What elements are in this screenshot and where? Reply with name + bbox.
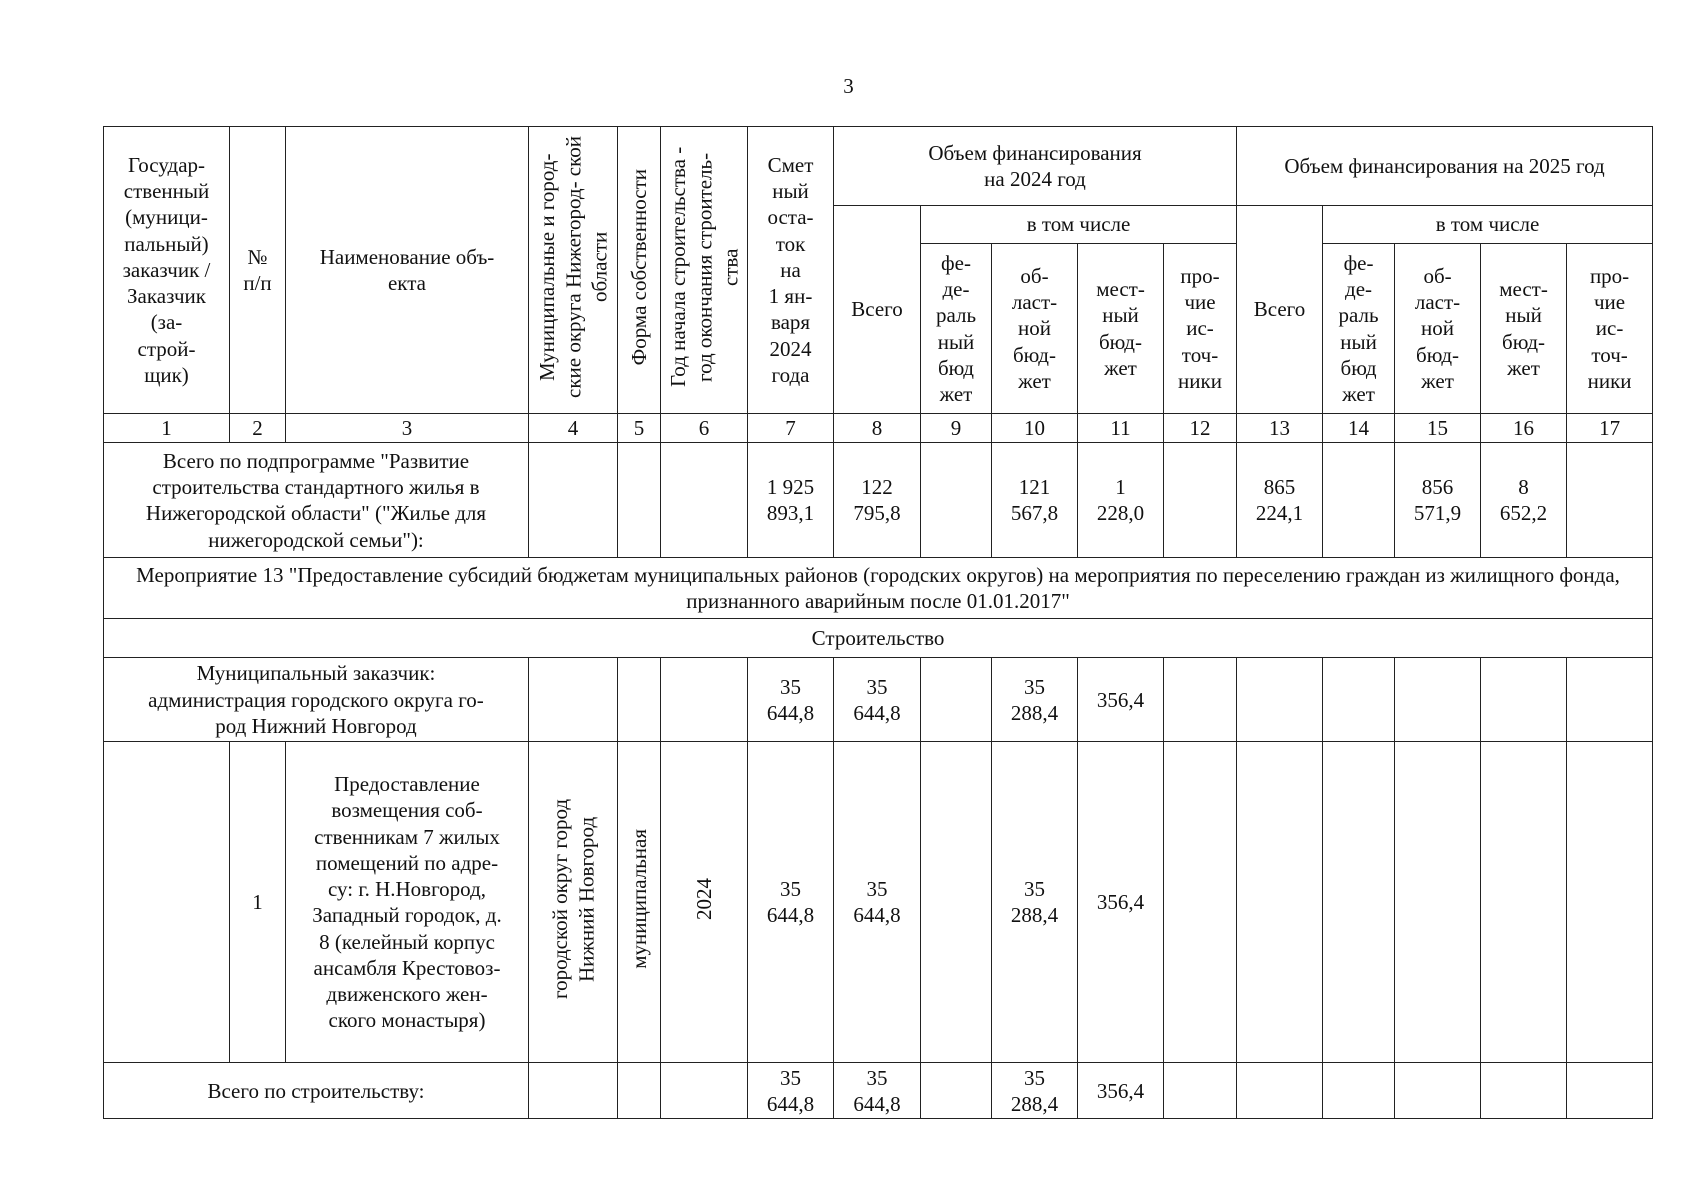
customer-total-2024: 35 644,8	[834, 658, 921, 742]
empty-cell	[529, 1063, 618, 1119]
empty-cell	[1395, 658, 1481, 742]
empty-cell	[1164, 443, 1237, 558]
empty-cell	[921, 443, 992, 558]
header-ownership-text: Форма собственности	[626, 168, 651, 366]
subprogram-total-2024: 122 795,8	[834, 443, 921, 558]
column-number: 14	[1323, 414, 1395, 443]
subprogram-local-2024: 1 228,0	[1078, 443, 1164, 558]
customer-regional-2024: 35 288,4	[992, 658, 1078, 742]
item-estimated-balance: 35 644,8	[748, 742, 834, 1063]
column-number: 16	[1481, 414, 1567, 443]
column-number: 15	[1395, 414, 1481, 443]
header-other-2024: про- чие ис- точ- ники	[1164, 244, 1237, 414]
empty-cell	[529, 443, 618, 558]
item-year-text: 2024	[691, 878, 716, 921]
item-district	[529, 742, 618, 1063]
subprogram-total-row	[104, 443, 1653, 558]
empty-cell	[1164, 1063, 1237, 1119]
header-including-2024: в том числе	[921, 206, 1237, 244]
construction-estimated-balance: 35 644,8	[748, 1063, 834, 1119]
header-local-2025: мест- ный бюд- жет	[1481, 244, 1567, 414]
empty-cell	[618, 1063, 661, 1119]
customer-local-2024: 356,4	[1078, 658, 1164, 742]
column-number: 4	[529, 414, 618, 443]
empty-cell	[104, 742, 230, 1063]
empty-cell	[661, 658, 748, 742]
empty-cell	[1567, 1063, 1653, 1119]
empty-cell	[1237, 1063, 1323, 1119]
header-total-2025: Всего	[1237, 206, 1323, 414]
column-number: 11	[1078, 414, 1164, 443]
column-number: 6	[661, 414, 748, 443]
empty-cell	[1395, 1063, 1481, 1119]
empty-cell	[1395, 742, 1481, 1063]
column-number: 5	[618, 414, 661, 443]
item-regional-2024: 35 288,4	[992, 742, 1078, 1063]
header-financing-2024: Объем финансирования на 2024 год	[834, 127, 1237, 206]
column-number: 13	[1237, 414, 1323, 443]
header-including-2025: в том числе	[1323, 206, 1653, 244]
header-number: № п/п	[230, 127, 286, 414]
subprogram-estimated-balance: 1 925 893,1	[748, 443, 834, 558]
header-regional-2025: об- ласт- ной бюд- жет	[1395, 244, 1481, 414]
page-number: 3	[843, 74, 854, 98]
column-number: 1	[104, 414, 230, 443]
empty-cell	[921, 658, 992, 742]
column-numbers-row	[104, 414, 1653, 443]
empty-cell	[1164, 658, 1237, 742]
column-number: 9	[921, 414, 992, 443]
construction-local-2024: 356,4	[1078, 1063, 1164, 1119]
measure-title: Мероприятие 13 "Предоставление субсидий бюджетам муниципальных районов (городских округов) на мероприятия по переселению граждан из жилищного фонда, признанного аварийным после 01.01.2017"	[104, 558, 1653, 619]
subprogram-total-2025: 865 224,1	[1237, 443, 1323, 558]
header-ownership	[618, 127, 661, 414]
empty-cell	[1237, 658, 1323, 742]
item-number: 1	[230, 742, 286, 1063]
header-other-2025: про- чие ис- точ- ники	[1567, 244, 1653, 414]
empty-cell	[921, 1063, 992, 1119]
column-number: 8	[834, 414, 921, 443]
column-number: 7	[748, 414, 834, 443]
column-number: 17	[1567, 414, 1653, 443]
item-ownership-text: муниципальная	[626, 829, 651, 969]
empty-cell	[1481, 1063, 1567, 1119]
item-year	[661, 742, 748, 1063]
empty-cell	[1567, 658, 1653, 742]
column-number: 12	[1164, 414, 1237, 443]
empty-cell	[1323, 1063, 1395, 1119]
section-title: Строительство	[104, 619, 1653, 658]
financing-table	[103, 126, 1653, 1119]
subprogram-label: Всего по подпрограмме "Развитие строительства стандартного жилья в Нижегородской области" ("Жилье для нижегородской семьи"):	[104, 443, 529, 558]
item-total-2024: 35 644,8	[834, 742, 921, 1063]
empty-cell	[1237, 742, 1323, 1063]
empty-cell	[1481, 658, 1567, 742]
customer-estimated-balance: 35 644,8	[748, 658, 834, 742]
item-ownership	[618, 742, 661, 1063]
empty-cell	[1481, 742, 1567, 1063]
header-regional-2024: об- ласт- ной бюд- жет	[992, 244, 1078, 414]
header-years-text: Год начала строительства - год окончания строитель- ства	[665, 146, 743, 387]
header-object-name: Наименование объ- екта	[286, 127, 529, 414]
header-federal-2024: фе- де- раль ный бюд жет	[921, 244, 992, 414]
header-districts	[529, 127, 618, 414]
column-number: 3	[286, 414, 529, 443]
empty-cell	[618, 658, 661, 742]
empty-cell	[1567, 443, 1653, 558]
header-financing-2025: Объем финансирования на 2025 год	[1237, 127, 1653, 206]
construction-total-row	[104, 1063, 1653, 1119]
item-row	[104, 742, 1653, 1063]
header-total-2024: Всего	[834, 206, 921, 414]
empty-cell	[661, 1063, 748, 1119]
empty-cell	[618, 443, 661, 558]
subprogram-regional-2025: 856 571,9	[1395, 443, 1481, 558]
empty-cell	[1323, 658, 1395, 742]
subprogram-local-2025: 8 652,2	[1481, 443, 1567, 558]
construction-total-2024: 35 644,8	[834, 1063, 921, 1119]
empty-cell	[661, 443, 748, 558]
construction-regional-2024: 35 288,4	[992, 1063, 1078, 1119]
header-districts-text: Муниципальные и город- ские округа Нижегород- ской области	[534, 135, 612, 398]
empty-cell	[1323, 443, 1395, 558]
header-local-2024: мест- ный бюд- жет	[1078, 244, 1164, 414]
header-customer: Государ- ственный (муници- пальный) заказчик / Заказчик (за- строй- щик)	[104, 127, 230, 414]
header-estimated-balance: Смет ный оста- ток на 1 ян- варя 2024 года	[748, 127, 834, 414]
empty-cell	[1164, 742, 1237, 1063]
header-years	[661, 127, 748, 414]
construction-total-label: Всего по строительству:	[104, 1063, 529, 1119]
item-district-text: городской округ город Нижний Новгород	[547, 799, 598, 1000]
empty-cell	[1323, 742, 1395, 1063]
empty-cell	[529, 658, 618, 742]
subprogram-regional-2024: 121 567,8	[992, 443, 1078, 558]
column-number: 2	[230, 414, 286, 443]
customer-row	[104, 658, 1653, 742]
empty-cell	[1567, 742, 1653, 1063]
column-number: 10	[992, 414, 1078, 443]
customer-label: Муниципальный заказчик: администрация городского округа го- род Нижний Новгород	[104, 658, 529, 742]
item-local-2024: 356,4	[1078, 742, 1164, 1063]
item-name: Предоставление возмещения соб- ственникам 7 жилых помещений по адре- су: г. Н.Новгород, Западный городок, д. 8 (келейный корпус ансамбля Крестовоз- движенского жен- ского монастыря)	[286, 742, 529, 1063]
empty-cell	[921, 742, 992, 1063]
header-federal-2025: фе- де- раль ный бюд жет	[1323, 244, 1395, 414]
